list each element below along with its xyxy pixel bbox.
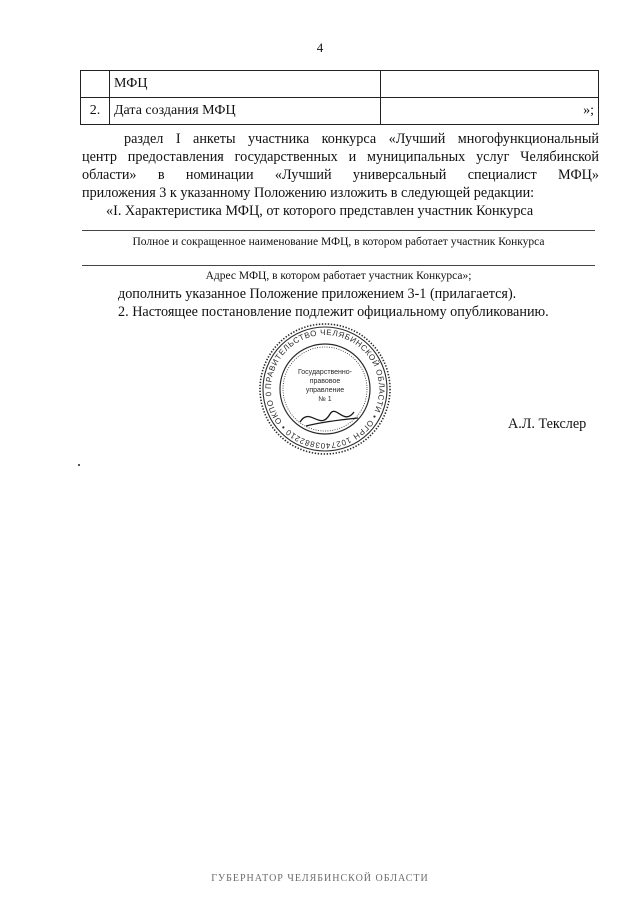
quote-heading: «I. Характеристика МФЦ, от которого представлен участник Конкурса bbox=[106, 203, 534, 219]
caption-mfc-name: Полное и сокращенное наименование МФЦ, в котором работает участник Конкурса bbox=[132, 236, 545, 248]
margin-mark bbox=[78, 464, 80, 466]
table-cell-label: МФЦ bbox=[110, 71, 381, 98]
signatory-name: А.Л. Текслер bbox=[508, 416, 587, 432]
seal-inner-line: Государственно- bbox=[297, 369, 353, 376]
caption-mfc-address: Адрес МФЦ, в котором работает участник Конкурса»; bbox=[205, 270, 472, 282]
table-cell-number: 2. bbox=[81, 98, 110, 125]
blank-line-name bbox=[82, 230, 595, 231]
paragraph-line: приложения 3 к указанному Положению изложить в следующей редакции: bbox=[82, 185, 535, 201]
table-row bbox=[81, 71, 599, 98]
table-row bbox=[81, 98, 599, 125]
seal-outer-text: ПРАВИТЕЛЬСТВО ЧЕЛЯБИНСКОЙ ОБЛАСТИ • ОГРН 1027403882210 • ОКПО 0 bbox=[263, 327, 387, 451]
seal-inner-line: № 1 bbox=[318, 396, 332, 403]
seal-inner-line: правовое bbox=[309, 378, 341, 385]
signature-scribble bbox=[300, 411, 358, 426]
table-cell-value bbox=[381, 71, 599, 98]
paragraph-section-amendment bbox=[82, 130, 599, 202]
paragraph-line: раздел I анкеты участника конкурса «Лучший многофункциональный bbox=[124, 131, 599, 147]
page-number: 4 bbox=[316, 40, 324, 55]
paragraph-appendix: дополнить указанное Положение приложением 3-1 (прилагается). bbox=[118, 286, 517, 302]
paragraph-line: центр предоставления государственных и муниципальных услуг Челябинской bbox=[82, 149, 599, 165]
table-cell-number bbox=[81, 71, 110, 98]
seal-inner-line: управление bbox=[305, 387, 345, 394]
table-cell-value: »; bbox=[381, 98, 599, 125]
official-seal bbox=[258, 322, 392, 456]
paragraph-publication: 2. Настоящее постановление подлежит официальному опубликованию. bbox=[118, 304, 549, 320]
blank-line-address bbox=[82, 265, 595, 266]
paragraph-line: области» в номинации «Лучший универсальный специалист МФЦ» bbox=[82, 167, 599, 183]
table-cell-label: Дата создания МФЦ bbox=[110, 98, 381, 125]
footer-title: ГУБЕРНАТОР ЧЕЛЯБИНСКОЙ ОБЛАСТИ bbox=[211, 873, 429, 884]
reference-table bbox=[80, 70, 599, 125]
